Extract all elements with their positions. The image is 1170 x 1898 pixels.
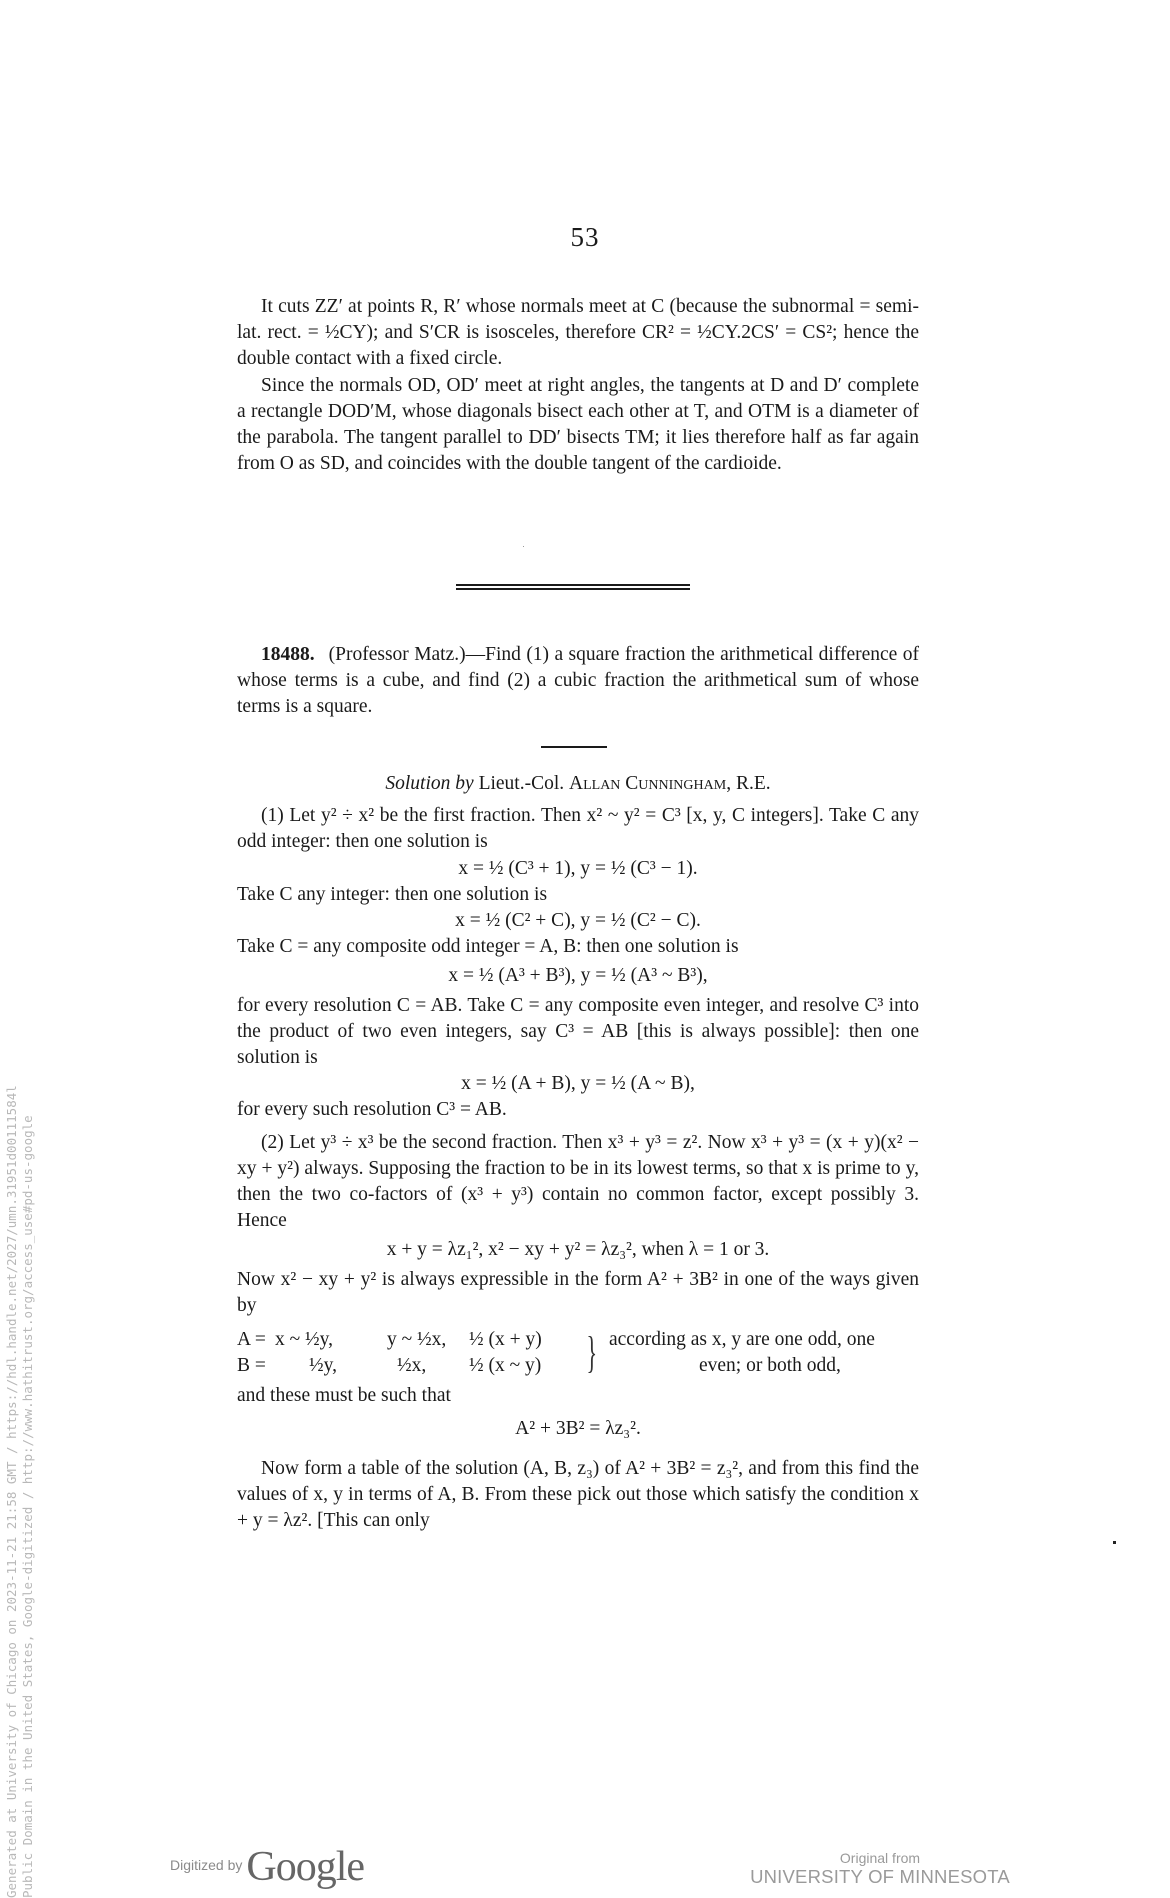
paragraph: Take C = any composite odd integer = A, B: then one solution is (237, 936, 739, 958)
solution-by-label: Solution by (385, 773, 474, 794)
system-cell: ½ (x ~ y) (469, 1355, 542, 1377)
paragraph: (1) Let y² ÷ x² be the first fraction. Then x² ~ y² = C³ [x, y, C integers]. Take C any odd integer: then one solution is (237, 805, 919, 853)
scan-speck (1113, 1541, 1116, 1544)
equation: x = ½ (A + B), y = ½ (A ~ B), (461, 1073, 695, 1095)
system-label-a: A = (237, 1329, 266, 1351)
digitized-by-google-logo (170, 1843, 364, 1891)
equation: A² + 3B² = λz₃². (515, 1417, 641, 1439)
watermark-line: Public Domain in the United States, Google-digitized / http://www.hathitrust.org/access_use#pd-us-google (20, 1115, 35, 1898)
access-watermark (4, 1085, 36, 1898)
continued-text (237, 294, 919, 477)
google-wordmark: Google (246, 1844, 365, 1890)
system-note: even; or both odd, (699, 1355, 841, 1377)
equation: x = ½ (C² + C), y = ½ (C² − C). (455, 910, 701, 932)
short-rule (541, 746, 607, 748)
digitized-by-label: Digitized by (170, 1857, 243, 1873)
system-cell: x ~ ½y, (275, 1329, 334, 1351)
system-cell: y ~ ½x, (387, 1329, 447, 1351)
author-rank: Lieut.-Col. (478, 773, 565, 794)
paragraph: for every such resolution C³ = AB. (237, 1099, 507, 1121)
paragraph: (2) Let y³ ÷ x³ be the second fraction. Then x³ + y³ = z². Now x³ + y³ = (x + y)(x² − xy + y²) always. Supposing the fraction to be in its lowest terms, so that x is prime to y, then the two co-factors of (x³ + y³) contain no common factor, except possibly 3. Hence (237, 1131, 919, 1232)
original-source (740, 1850, 1020, 1888)
scan-speck (523, 546, 524, 547)
problem-proposer: (Professor Matz.) (328, 644, 466, 665)
paragraph: and these must be such that (237, 1385, 451, 1407)
equation: x = ½ (A³ + B³), y = ½ (A³ ~ B³), (448, 965, 708, 987)
equation-system (237, 1327, 919, 1379)
original-from-label: Original from (839, 1850, 921, 1866)
section-divider-double-rule (456, 584, 690, 590)
author-suffix: , R.E. (726, 773, 771, 794)
problem-statement (237, 642, 919, 721)
equation: x = ½ (C³ + 1), y = ½ (C³ − 1). (458, 857, 698, 879)
paragraph: Now x² − xy + y² is always expressible in the form A² + 3B² in one of the ways given by (237, 1268, 919, 1316)
equation: x + y = λz₁², x² − xy + y² = λz₃², when λ = 1 or 3. (386, 1239, 770, 1261)
right-brace-icon: } (586, 1328, 598, 1378)
paragraph: Since the normals OD, OD′ meet at right angles, the tangents at D and D′ complete a rectangle DOD′M, whose diagonals bisect each other at T, and OTM is a diameter of the parabola. The tangent parallel to DD′ bisects TM; it lies therefore half as far again from O as SD, and coincides with the double tangent of the cardioide. (237, 374, 919, 475)
solution-heading (237, 771, 919, 797)
system-cell: ½x, (397, 1355, 427, 1377)
solution (237, 771, 919, 1534)
author-name: Allan Cunningham (569, 773, 727, 794)
institution-name: UNIVERSITY OF MINNESOTA (750, 1866, 1010, 1887)
paragraph: Take C any integer: then one solution is (237, 883, 548, 905)
problem-number: 18488. (261, 644, 315, 665)
system-label-b: B = (237, 1355, 266, 1377)
paragraph: It cuts ZZ′ at points R, R′ whose normals meet at C (because the subnormal = semi-lat. rect. = ½CY); and S′CR is isosceles, therefore CR² = ½CY.2CS′ = CS²; hence the double contact with a fixed circle. (237, 296, 919, 370)
system-note: according as x, y are one odd, one (609, 1329, 875, 1351)
paragraph: Now form a table of the solution (A, B, z₃) of A² + 3B² = z₃², and from this find the values of x, y in terms of A, B. From these pick out those which satisfy the condition x + y = λz². [This can only (237, 1457, 919, 1532)
paragraph: for every resolution C = AB. Take C = any composite even integer, and resolve C³ into the product of two even integers, say C³ = AB [this is always possible]: then one solution is (237, 994, 919, 1069)
problem-text: —Find (1) a square fraction the arithmetical difference of whose terms is a cube, and find (2) a cubic fraction the arithmetical sum of whose terms is a square. (237, 644, 919, 718)
watermark-line: Generated at University of Chicago on 2023-11-21 21:58 GMT / https://hdl.handle.net/2027/umn.31951d00111584l (4, 1085, 19, 1898)
system-cell: ½y, (309, 1355, 337, 1377)
page-number: 53 (570, 222, 600, 252)
system-cell: ½ (x + y) (469, 1329, 542, 1351)
